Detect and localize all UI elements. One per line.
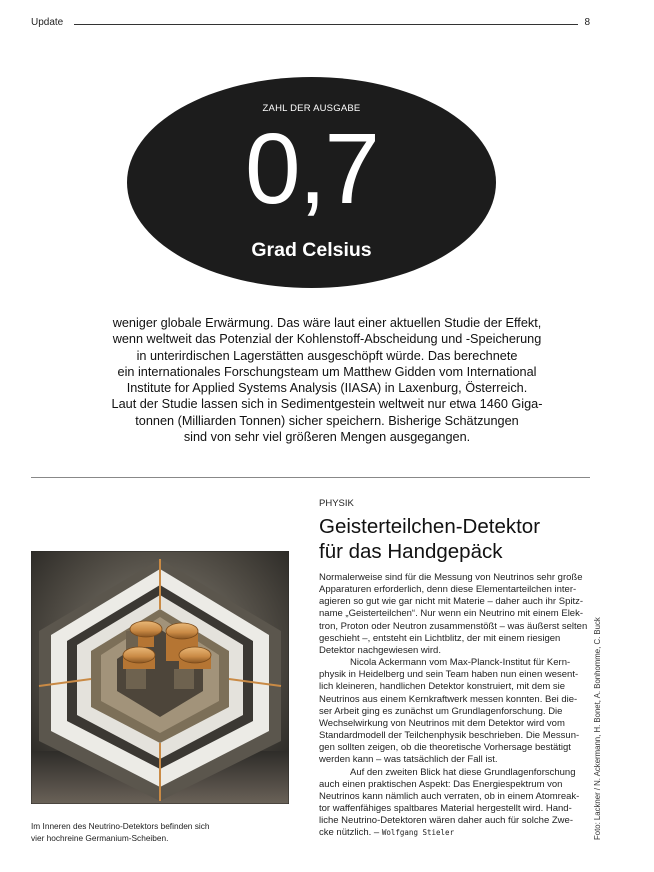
figure-unit: Grad Celsius — [251, 239, 372, 261]
body-line: Apparaturen erforderlich, denn diese Elementarteilchen inter- — [319, 584, 577, 596]
body-line: Detektor nachgewiesen wird. — [319, 644, 441, 656]
caption-line: Im Inneren des Neutrino-Detektors befinden sich — [31, 821, 210, 831]
body-line: Neutrinos kann nämlich auch verraten, ob in einem Atomreak- — [319, 790, 580, 802]
article-headline — [319, 514, 540, 564]
body-line-end: cke nützlich. – — [319, 827, 380, 839]
explanation-line: Laut der Studie lassen sich in Sedimentgestein weltweit nur etwa 1460 Giga- — [111, 397, 543, 412]
page-number: 8 — [584, 17, 590, 28]
body-line: Standardmodell der Teilchenphysik beschrieben. Die Messun- — [319, 730, 580, 742]
article-body — [319, 572, 591, 839]
body-line: physik in Heidelberg und sein Team haben nun einen wesent- — [319, 669, 579, 681]
explanation-line: weniger globale Erwärmung. Das wäre laut einer aktuellen Studie der Effekt, — [112, 316, 542, 330]
body-line: tor waffenfähiges spaltbares Material hergestellt wird. Hand- — [319, 802, 572, 814]
explanation-line: sind von sehr viel größeren Mengen ausgegangen. — [183, 430, 471, 445]
photo-caption — [31, 821, 289, 844]
figure-explanation — [40, 315, 614, 445]
body-line-last — [319, 827, 591, 839]
body-line: tron, Proton oder Neutron zusammenstößt – was äußerst selten — [319, 620, 588, 632]
body-line: Auf den zweiten Blick hat diese Grundlagenforschung — [350, 766, 576, 778]
caption-line: vier hochreine Germanium-Scheiben. — [31, 832, 169, 843]
body-line: Neutrinos aus einem Kernkraftwerk messen konnten. Bei die- — [319, 693, 578, 705]
explanation-line: ein internationales Forschungsteam um Matthew Gidden vom International — [117, 364, 537, 379]
body-line: geschieht –, entsteht ein Lichtblitz, der mit einem riesigen — [319, 632, 561, 644]
headline-line: Geisterteilchen-Detektor — [319, 515, 541, 538]
body-line: agieren so gut wie gar nicht mit Materie – daher auch ihr Spitz- — [319, 596, 584, 608]
explanation-line: wenn weltweit das Potenzial der Kohlenstoff-Abscheidung und -Speicherung — [112, 332, 542, 347]
body-line: lich kleineren, handlichen Detektor konstruiert, mit dem sie — [319, 681, 566, 693]
explanation-line: Institute for Applied Systems Analysis (IIASA) in Laxenburg, Österreich. — [126, 381, 528, 396]
body-line: auch einen praktischen Aspekt: Das Energiespektrum von — [319, 778, 563, 790]
body-line: liche Neutrino-Detektoren wären daher auch für solche Zwe- — [319, 815, 573, 827]
explanation-line: tonnen (Milliarden Tonnen) sicher speichern. Bisherige Schätzungen — [135, 413, 519, 428]
explanation-line: in unterirdischen Lagerstätten ausgeschöpft würde. Das berechnete — [136, 348, 518, 363]
section-divider — [31, 477, 590, 478]
body-line: werden kann – was tatsächlich der Fall ist. — [319, 754, 498, 766]
headline-line: für das Handgepäck — [319, 540, 503, 563]
figure-label: ZAHL DER AUSGABE — [262, 103, 361, 114]
photo-credit: Foto: Lackner / N. Ackermann, H. Bonet, A. Bonhomme, C. Buck — [593, 617, 602, 840]
body-line: Wechselwirkung von Neutrinos mit dem Detektor wird vom — [319, 717, 565, 729]
author-name: Wolfgang Stieler — [381, 828, 455, 838]
body-line: Normalerweise sind für die Messung von Neutrinos sehr große — [319, 572, 583, 583]
figure-number: 0,7 — [244, 113, 378, 225]
figure-ellipse — [127, 77, 496, 288]
header-rule — [74, 24, 578, 25]
section-label: Update — [31, 17, 64, 28]
detector-photo — [31, 551, 289, 804]
body-line: gen sollten zeigen, ob die theoretische Vorhersage bestätigt — [319, 742, 571, 754]
body-line: ser Arbeit ging es zunächst um Grundlagenforschung. Die — [319, 705, 563, 717]
body-line: Nicola Ackermann vom Max-Planck-Institut für Kern- — [350, 657, 571, 669]
body-line: name „Geisterteilchen“. Nur wenn ein Neutrino mit einem Elek- — [319, 608, 583, 620]
article-kicker: PHYSIK — [319, 498, 354, 509]
